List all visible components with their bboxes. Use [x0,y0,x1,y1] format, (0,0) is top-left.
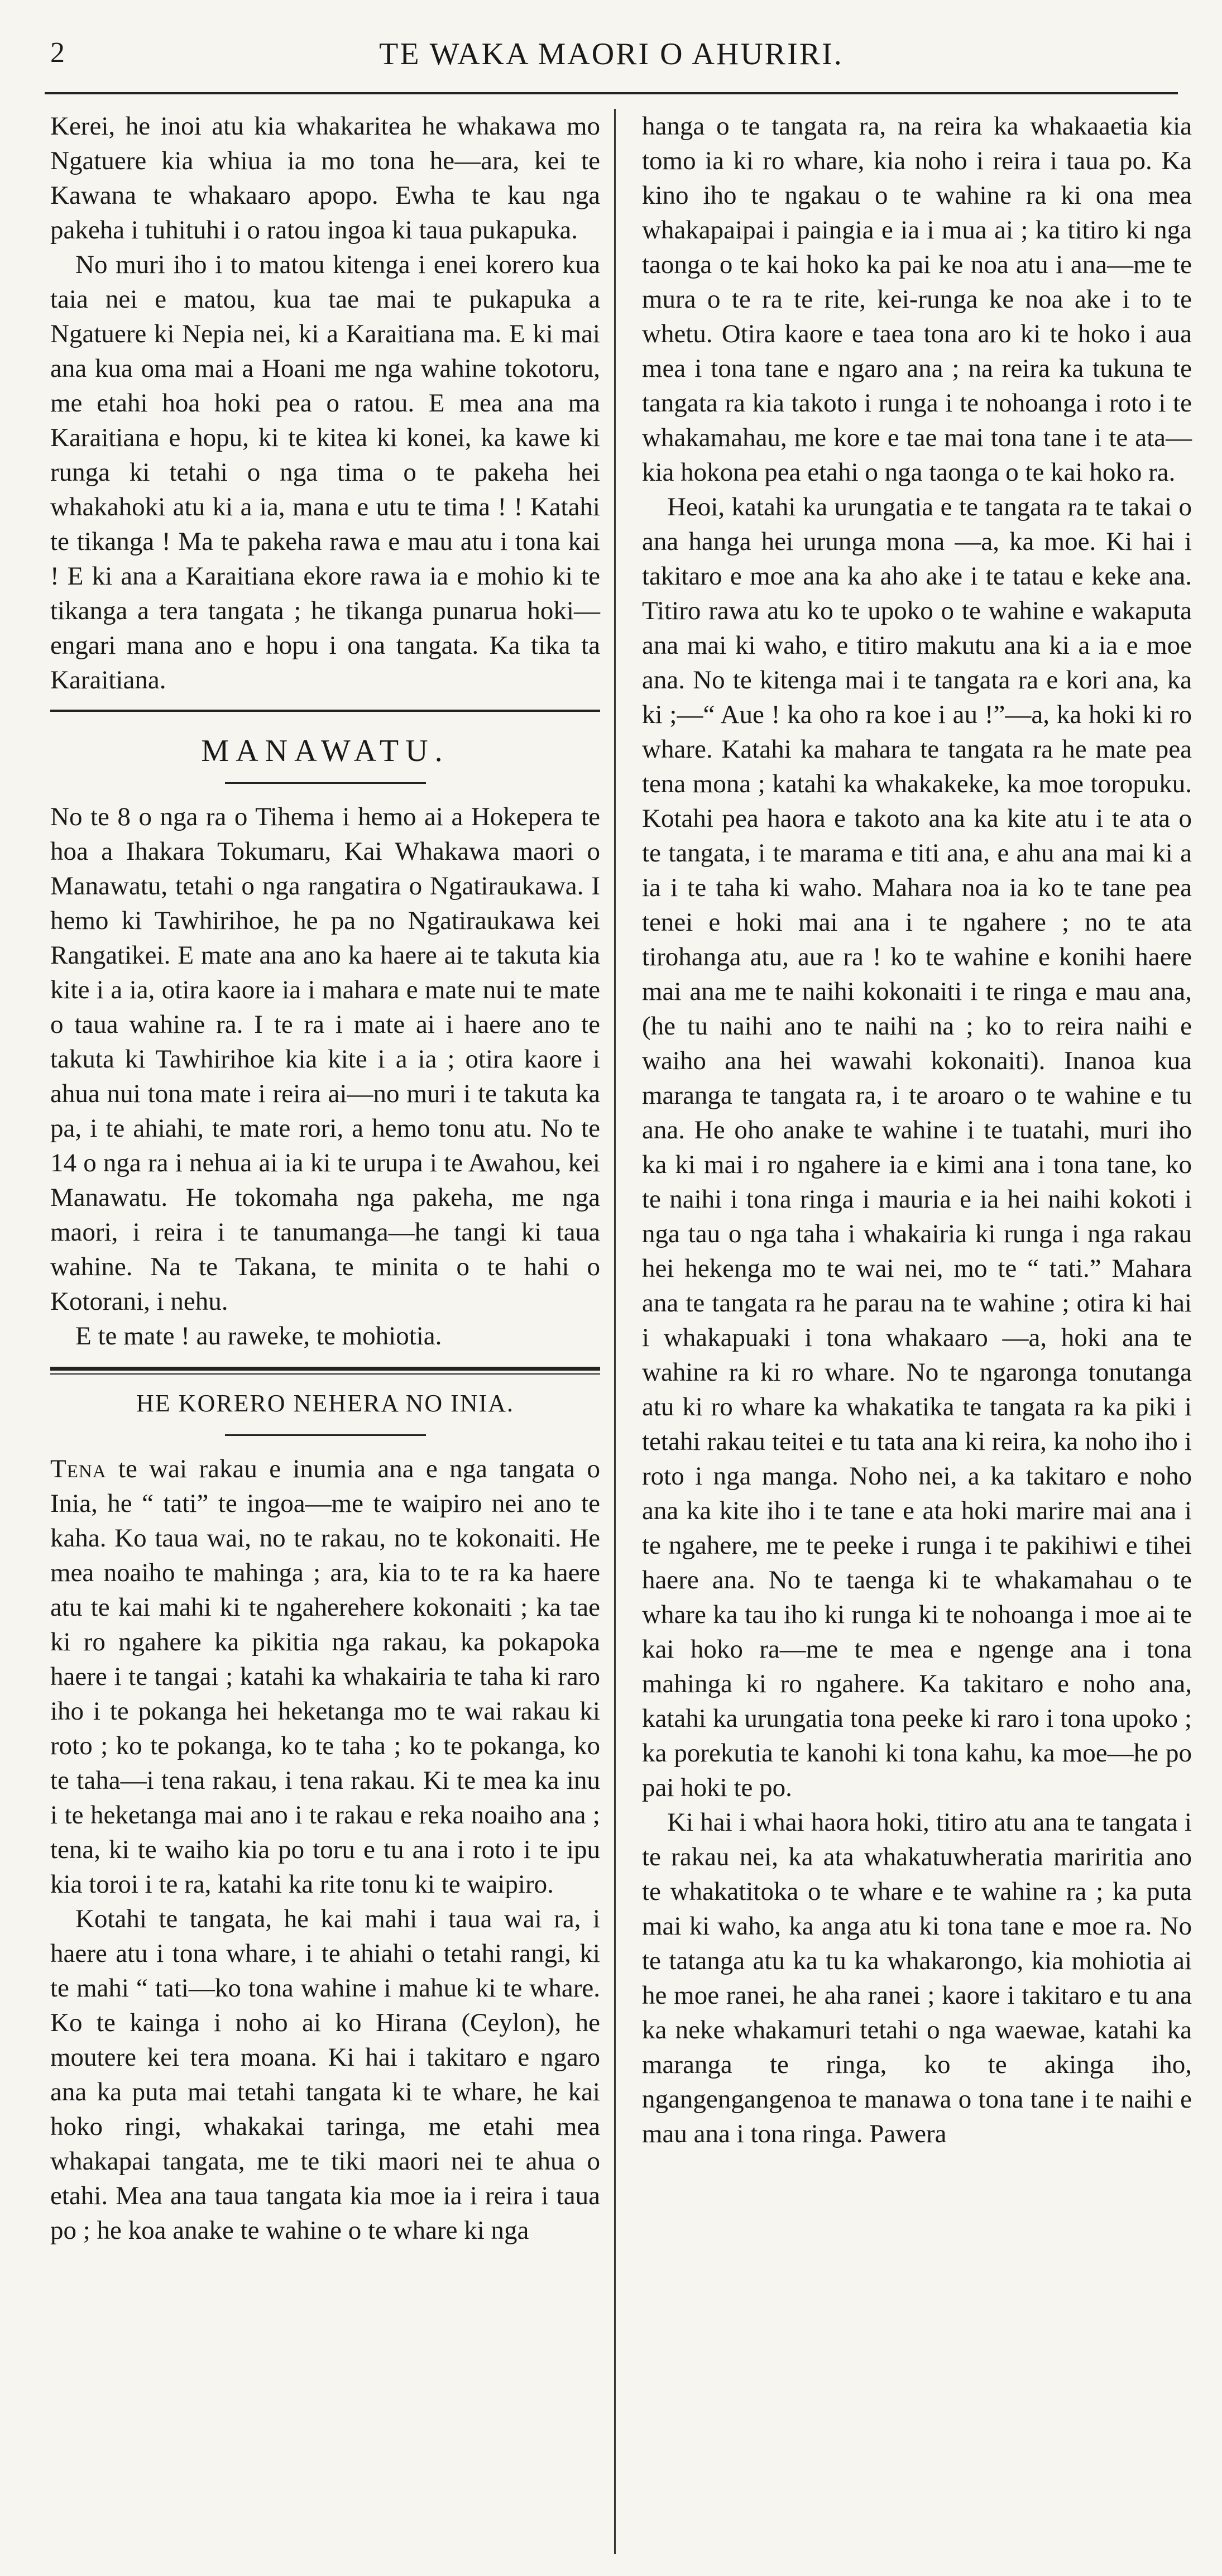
page-number: 2 [50,37,65,69]
title-underline [225,1434,426,1436]
article-paragraph: hanga o te tangata ra, na reira ka whakaaetia kia tomo ia ki ro whare, kia noho i reira i taua po. Ka kino iho te ngakau o te wahine ra ki ona mea whakapaipai i paingia e ia i mua ai ; ka titiro ki nga taonga o te kai hoko ka pai ke noa atu i ana—me te mura o te ra te rite, kei-runga ke noa ake i to te whetu. Otira kaore e taea tona aro ki te hoko i aua mea i tona tane e ngaro ana ; na reira ka tukuna te tangata ra kia takoto i runga i te nohoanga i roto i te whakamahau, me kore e tae mai tona tane i te ata—kia hokona pea etahi o nga taonga o te kai hoko ra. [642,112,1192,487]
article-paragraph: Kerei, he inoi atu kia whakaritea he whakawa mo Ngatuere kia whiua ia mo tona he—ara, kei te Kawana te whakaaro apopo. Ewha te kau nga pakeha i tuhituhi i o ratou ingoa ki taua pukapuka. [50,112,600,245]
article-paragraph: E te mate ! au raweke, te mohiotia. [75,1321,442,1351]
section-divider [50,710,600,712]
right-column [642,109,1192,2151]
section-title-manawatu: MANAWATU. [201,734,449,768]
masthead-title: TE WAKA MAORI O AHURIRI. [379,37,844,71]
article-paragraph [50,1452,600,1902]
article-paragraph: Kotahi te tangata, he kai mahi i taua wai ra, i haere atu i tona whare, i te ahiahi o tetahi rangi, ki te mahi “ tati—ko tona wahine i mahue ki te whare. Ko te kainga i noho ai ko Hirana (Ceylon), he moutere kei tera moana. Ki hai i takitaro e ngaro ana ka puta mai tetahi tangata ki te whare, he kai hoko ringi, whakakai taringa, me etahi mea whakapai tangata, me te tiki maori nei te ahua o etahi. Mea ana taua tangata kia moe ia i reira i taua po ; he koa anake te wahine o te whare ki nga [50,1904,600,2245]
title-underline [225,782,426,784]
left-column [50,109,600,2248]
section-divider-double [50,1367,600,1371]
section-title-inia: HE KORERO NEHERA NO INIA. [136,1390,514,1417]
article-paragraph: No te 8 o nga ra o Tihema i hemo ai a Hokepera te hoa a Ihakara Tokumaru, Kai Whakawa maori o Manawatu, tetahi o nga rangatira o Ngatiraukawa. I hemo ki Tawhirihoe, he pa no Ngatiraukawa kei Rangatikei. E mate ana ano ka haere ai te takuta kia kite i a ia, otira kaore ia i mahara e mate nui te mate o taua wahine ra. I te ra i mate ai i haere ano te takuta ki Tawhirihoe kia kite i a ia ; otira kaore i ahua nui tona mate i reira ai—no muri i te takuta ka pa, i te ahiahi, te mate rori, a hemo tonu atu. No te 14 o nga ra i nehua ai ia ki te urupa i te Awahou, kei Manawatu. He tokomaha nga pakeha, me nga maori, i reira i te tanumanga—he tangi ki taua wahine. Na te Takana, te minita o te hahi o Kotorani, i nehu. [50,802,600,1316]
article-paragraph: Ki hai i whai haora hoki, titiro atu ana te tangata i te rakau nei, ka ata whakatuwheratia mariritia ano te whakatitoka o te whare e te wahine ra ; ka puta mai ki waho, ka anga atu ki tona tane e moe ra. No te tatanga atu ka tu ka whakarongo, kia mohiotia ai he moe ranei, he aha ranei ; kaore i takitaro e tu ana ka neke whakamuri tetahi o nga waewae, katahi ka maranga te ringa, ko te akinga iho, ngangengangenoa te manawa o tona tane i te naihi e mau ana i tona ringa. Pawera [642,1808,1192,2148]
paragraph-text: te wai rakau e inumia ana e nga tangata o Inia, he “ tati” te ingoa—me te waipiro nei ano te kaha. Ko taua wai, no te rakau, no te kokonaiti. He mea noaiho te mahinga ; ara, kia to te ra ka haere atu te kai mahi ki te ngaherehere kokonaiti ; ka tae ki ro ngahere ka pikitia nga rakau, ka pokapoka haere i te tangai ; katahi ka whakairia te taha ki raro iho i te pokanga hei heketanga mo te wai rakau ki roto ; ko te pokanga, ko te taha ; ko te pokanga, ko te taha—i tena rakau, i tena rakau. Ki te mea ka inu i te heketanga mai ano i te rakau e reka noaiho ana ; tena, ki te waiho kia po toru e tu ana i roto i te ipu kia toroi i te ra, katahi ka rite tonu ki te waipiro. [50,1454,600,1899]
page-header [50,31,1172,84]
article-paragraph: Heoi, katahi ka urungatia e te tangata ra te takai o ana hanga hei urunga mona —a, ka moe. Ki hai i takitaro e moe ana ka aho ake i te tatau e keke ana. Titiro rawa atu ko te upoko o te wahine e wakaputa ana mai ki waho, e titiro makutu ana ki a ia e moe ana. No te kitenga mai i te tangata ra e kori ana, ka ki ;—“ Aue ! ka oho ra koe i au !”—a, ka hoki ki ro whare. Katahi ka mahara te tangata ra he mate pea tena mona ; katahi ka whakakeke, ka moe toropuku. Kotahi pea haora e takoto ana ka kite atu i te ata o te tangata, i te marama e titi ana, e ahu ana mai ki a ia i te taha ki waho. Mahara noa ia ko te tane pea tenei e hoki mai ana i te ngahere ; no te ata tirohanga atu, aue ra ! ko te wahine e konihi haere mai ana me te naihi kokonaiti i te ringa e mau ana, (he tu naihi ano te naihi na ; ko to reira naihi e waiho ana hei wawahi kokonaiti). Inanoa kua maranga te tangata ra, i te aroaro o te wahine e tu ana. He oho anake te wahine i te tuatahi, muri iho ka ki mai i ro ngahere ia e kimi ana i tona tane, ko te naihi i tona ringa i mauria e ia hei naihi kokoti i nga tau o nga taha i whakairia ki runga i nga rakau hei hekenga mo te wai nei, mo te “ tati.” Mahara ana te tangata ra he parau na te wahine ; otira ki hai i whakapuaki i tona whakaaro —a, hoki ana te wahine ra ki ro whare. No te ngaronga tonutanga atu ki ro whare ka whakatika te tangata ra ka piki i tetahi rakau teitei e tu tata ana ki reira, ka noho iho i roto i nga manga. Noho nei, a ka takitaro e noho ana ka kite iho i te tane e ata hoki marire mai ana i te ngahere, me te peeke i runga i te pakihiwi e tihei haere ana. No te taenga ki te whakamahau o te whare ka tau iho ki runga ki te nohoanga i moe ai te kai hoko ra—me te mea e ngenge ana i tona mahinga ki ro ngahere. Ka takitaro e noho ana, katahi ka urungatia tona peeke ki raro i tona upoko ; ka porekutia te kanohi ki tona kahu, ka moe—he po pai hoki te po. [642,492,1192,1802]
header-rule [45,92,1178,94]
article-paragraph: No muri iho i to matou kitenga i enei korero kua taia nei e matou, kua tae mai te pukapuka a Ngatuere ki Nepia nei, ki a Karaitiana ma. E ki mai ana kua oma mai a Hoani me nga wahine tokotoru, me etahi hoa hoki pea o ratou. E mea ana ma Karaitiana e hopu, ki te kitea ki konei, ka kawe ki runga ki tetahi o nga tima o te pakeha hei whakahoki atu ki a ia, mana e utu te tima ! ! Katahi te tikanga ! Ma te pakeha rawa e mau atu i tona kai ! E ki ana a Karaitiana ekore rawa ia e mohio ki te tikanga a tera tangata ; he tikanga punarua hoki—engari mana ano e hopu i ona tangata. Ka tika ta Karaitiana. [50,250,600,695]
lead-word: Tena [50,1454,107,1483]
column-divider [614,109,616,2554]
